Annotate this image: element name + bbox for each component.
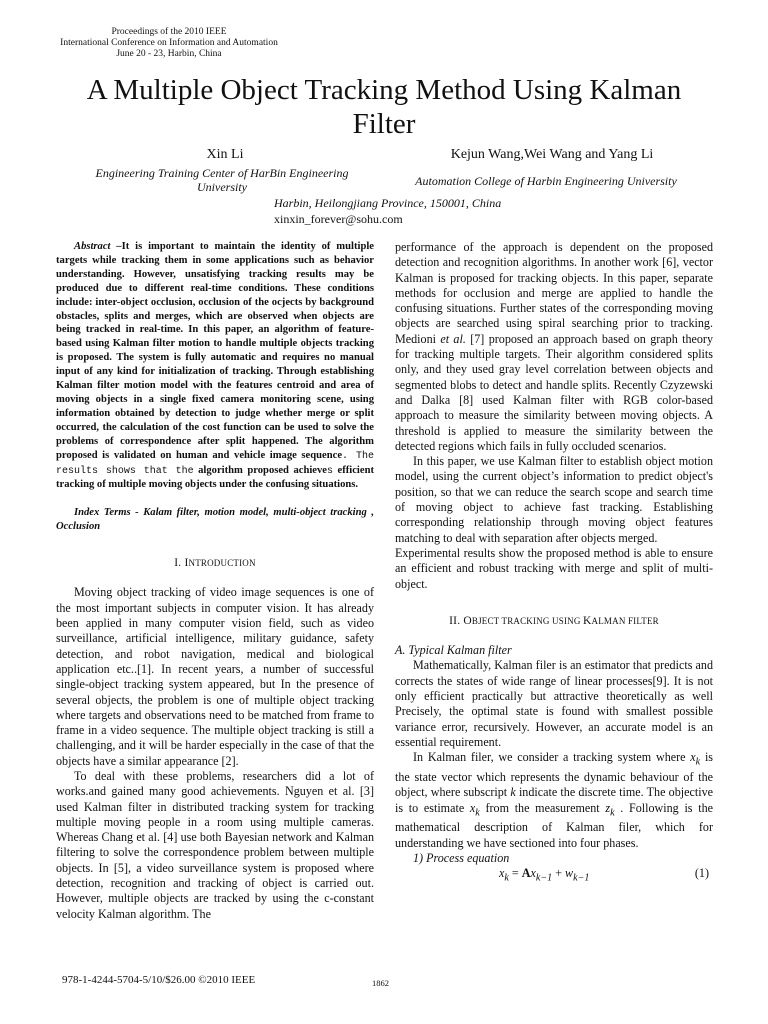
- equation-1: [395, 866, 713, 888]
- right-paragraph-3: Experimental results show the proposed method is able to ensure an efficient and robust tracking with merge and split of multi-object.: [395, 545, 713, 591]
- eq-w: w: [565, 866, 574, 881]
- right-paragraph-2: In this paper, we use Kalman filter to establish object motion model, using the current object’s information to predict object's position, so that we can reduce the search scope and search time of moving object to achieve fast tracking. Establishing corresponding relationship through moving object features matching to deal with separation after objects merged.: [395, 454, 713, 545]
- left-column: [56, 240, 374, 922]
- eq-lhs-sub: k: [504, 872, 509, 884]
- section-heading-object-tracking: [395, 614, 713, 629]
- equation-formula: [499, 866, 589, 886]
- abstract-mono-s: s: [327, 465, 334, 477]
- author-address: Harbin, Heilongjiang Province, 150001, China: [274, 196, 502, 210]
- eq-x-sub: k−1: [535, 872, 553, 884]
- section1-first-letter: I: [184, 557, 189, 570]
- eq-matrix-a: A: [521, 866, 531, 881]
- subsection-heading-a: A. Typical Kalman filter: [395, 643, 512, 658]
- section-heading-introduction: [56, 556, 374, 571]
- kalman-p2-xk-symbol: x: [690, 750, 696, 765]
- kalman-p2-zk-sub: k: [610, 806, 615, 818]
- kalman-p2-xk-2: [469, 800, 480, 818]
- page-number: 1862: [372, 978, 389, 988]
- section2-first-letter: O: [463, 614, 472, 627]
- kalman-p2-zk-symbol: z: [605, 800, 611, 815]
- conference-line-3: June 20 - 23, Harbin, China: [116, 49, 222, 59]
- eq-equals: =: [508, 866, 522, 881]
- equation-number: (1): [694, 866, 709, 881]
- conference-line-1: Proceedings of the 2010 IEEE: [111, 27, 227, 37]
- right-column: [395, 240, 713, 888]
- kalman-p2-xk-sub: k: [695, 756, 701, 768]
- author-right-affiliation: Automation College of Harbin Engineering University: [415, 174, 677, 188]
- paper-title: A Multiple Object Tracking Method Using Kalman Filter: [86, 74, 682, 140]
- author-left-affiliation: Engineering Training Center of HarBin Engineering University: [95, 166, 349, 194]
- section2-part3: ALMAN FILTER: [591, 615, 659, 626]
- section2-part2: BJECT TRACKING USING: [471, 615, 584, 626]
- intro-paragraph-2: To deal with these problems, researchers did a lot of works.and gained many good achievements. Nguyen et al. [3] used Kalman filter in distributed tracking system for tracking multiple moving people in a room using multiple cameras. Whereas Chang et al. [4] use both Bayesian network and Kalman filtering to solve the correspondence problem between multiple objects. In [5], a video surveillance system is proposed where detection, recognition and tracking of object is carried out. However, multiple objects are tracked by using the c-constant velocity Kalman algorithm. The: [56, 768, 374, 921]
- right-p1-etal: et al.: [440, 331, 466, 346]
- abstract-text-b: algorithm proposed achieve: [193, 464, 327, 476]
- section2-letter2: K: [583, 614, 592, 627]
- section1-rest: NTRODUCTION: [188, 558, 256, 569]
- index-terms: Index Terms - Kalam filter, motion model, multi-object tracking , Occlusion: [56, 507, 374, 533]
- conference-line-2: International Conference on Information and Automation: [60, 38, 278, 48]
- kalman-p2-xk: [690, 750, 701, 768]
- section1-numeral: I.: [174, 557, 185, 570]
- kalman-p2-k: k: [510, 785, 516, 800]
- abstract-label: Abstract –: [74, 241, 122, 252]
- kalman-p2-text-b: is the state vector which represents the dynamic behaviour of the object, where subscript: [395, 750, 714, 800]
- intro-paragraph-1: Moving object tracking of video image sequences is one of the most important subjects in computer vision. It has already been applied in many computer vision field, such as video surveillance, artificial intelligence, military guidance, safety detection, and robot navigation, medical and biological application etc..[1]. In recent years, a number of successful single-object tracking system appeared, but In the presence of several objects, the problem is one of multiple object tracking where targets and observations need to be matched from frame to frame in a video sequence. The multiple object tracking is still a challenging, and it will be harder especially in the case of that the objects have a similar appearance [2].: [56, 585, 374, 768]
- kalman-p2-text-e: . Following is the mathematical description of Kalman filer, which for understanding we have sectioned into four phases.: [395, 800, 713, 850]
- kalman-paragraph-2: [395, 750, 713, 851]
- eq-w-sub: k−1: [573, 872, 590, 884]
- abstract-text-a: It is important to maintain the identity of multiple targets while tracking them in some applications such as behavior understanding. However, unsatisfying tracking results may be produced due to different real-time conditions. These conditions include: inter-object occlusion, occlusion of the ocjects by background obstacles, splits and merges, which are observed when objects are being tracked in real-time. In this paper, an algorithm of feature-based using Kalman filter motion to handle multiple objects tracking is proposed. The system is fully automatic and requires no manual input of any kind for initialization of tracking. Through establishing Kalman filter motion model with the features centroid and area of moving objects in a single fixed camera monitoring scene, using information obtained by detection to judge whether merge or split occurred, the calculation of the cost function can be used to solve the problems of correspondence after split happened. The algorithm proposed is validated on human and vehicle image sequence: [56, 241, 374, 461]
- process-equation-heading: 1) Process equation: [413, 850, 510, 865]
- eq-lhs: x: [499, 866, 505, 881]
- kalman-p2-xk2-symbol: x: [469, 800, 476, 815]
- author-left-name: Xin Li: [206, 147, 244, 162]
- right-paragraph-1: [395, 240, 713, 454]
- abstract-text-c: efficient tracking of multiple moving objects under the confusing situations.: [56, 464, 374, 491]
- eq-plus: +: [552, 866, 566, 881]
- abstract: [56, 240, 374, 492]
- right-p1-text-b: [7] proposed an approach based on graph theory for tracking multiple targets. Their algorithm considered splits only, and they used gray level correlation between objects and segmented blobs to detect and handle splits. Recently Czyzewski and Dalka [8] used Kalman filter with RGB color-based approach to measure the similarity between moving objects. A threshold is applied to measure the similarity between the detected regions which fails in fully occluded scenarios.: [395, 331, 713, 453]
- copyright-footer: 978-1-4244-5704-5/10/$26.00 ©2010 IEEE: [62, 974, 256, 986]
- author-right-names: Kejun Wang,Wei Wang and Yang Li: [450, 147, 654, 162]
- kalman-p2-xk2-sub: k: [475, 806, 480, 818]
- abstract-mono-fragment: . The results shows that the: [56, 450, 374, 477]
- kalman-p2-text-d: from the measurement: [479, 800, 606, 815]
- right-p1-text-a: performance of the approach is dependent on the proposed detection and recognition algorithms. In another work [6], vector Kalman is proposed for tracking objects. In this paper, separate methods for occlusion and merge are applied to handle the confusing situations. Further states of the corresponding moving objects are searched using spiral searching prior to tracking. Medioni: [395, 240, 713, 346]
- kalman-p2-text-c: indicate the discrete time. The objective is to estimate: [395, 785, 713, 815]
- author-email: xinxin_forever@sohu.com: [274, 212, 403, 226]
- eq-x: x: [530, 866, 536, 881]
- kalman-paragraph-1: Mathematically, Kalman filer is an estimator that predicts and corrects the states of wide range of linear processes[9]. It is not only efficient practically but attractive theoretically as well Precisely, the optimal state is found with smallest possible variance error, recursively. However, an accurate model is an essential requirement.: [395, 658, 713, 749]
- kalman-p2-zk: [605, 800, 615, 818]
- conference-header: [44, 27, 294, 60]
- section2-numeral: II.: [449, 614, 464, 627]
- kalman-p2-text-a: In Kalman filer, we consider a tracking system where: [413, 750, 691, 765]
